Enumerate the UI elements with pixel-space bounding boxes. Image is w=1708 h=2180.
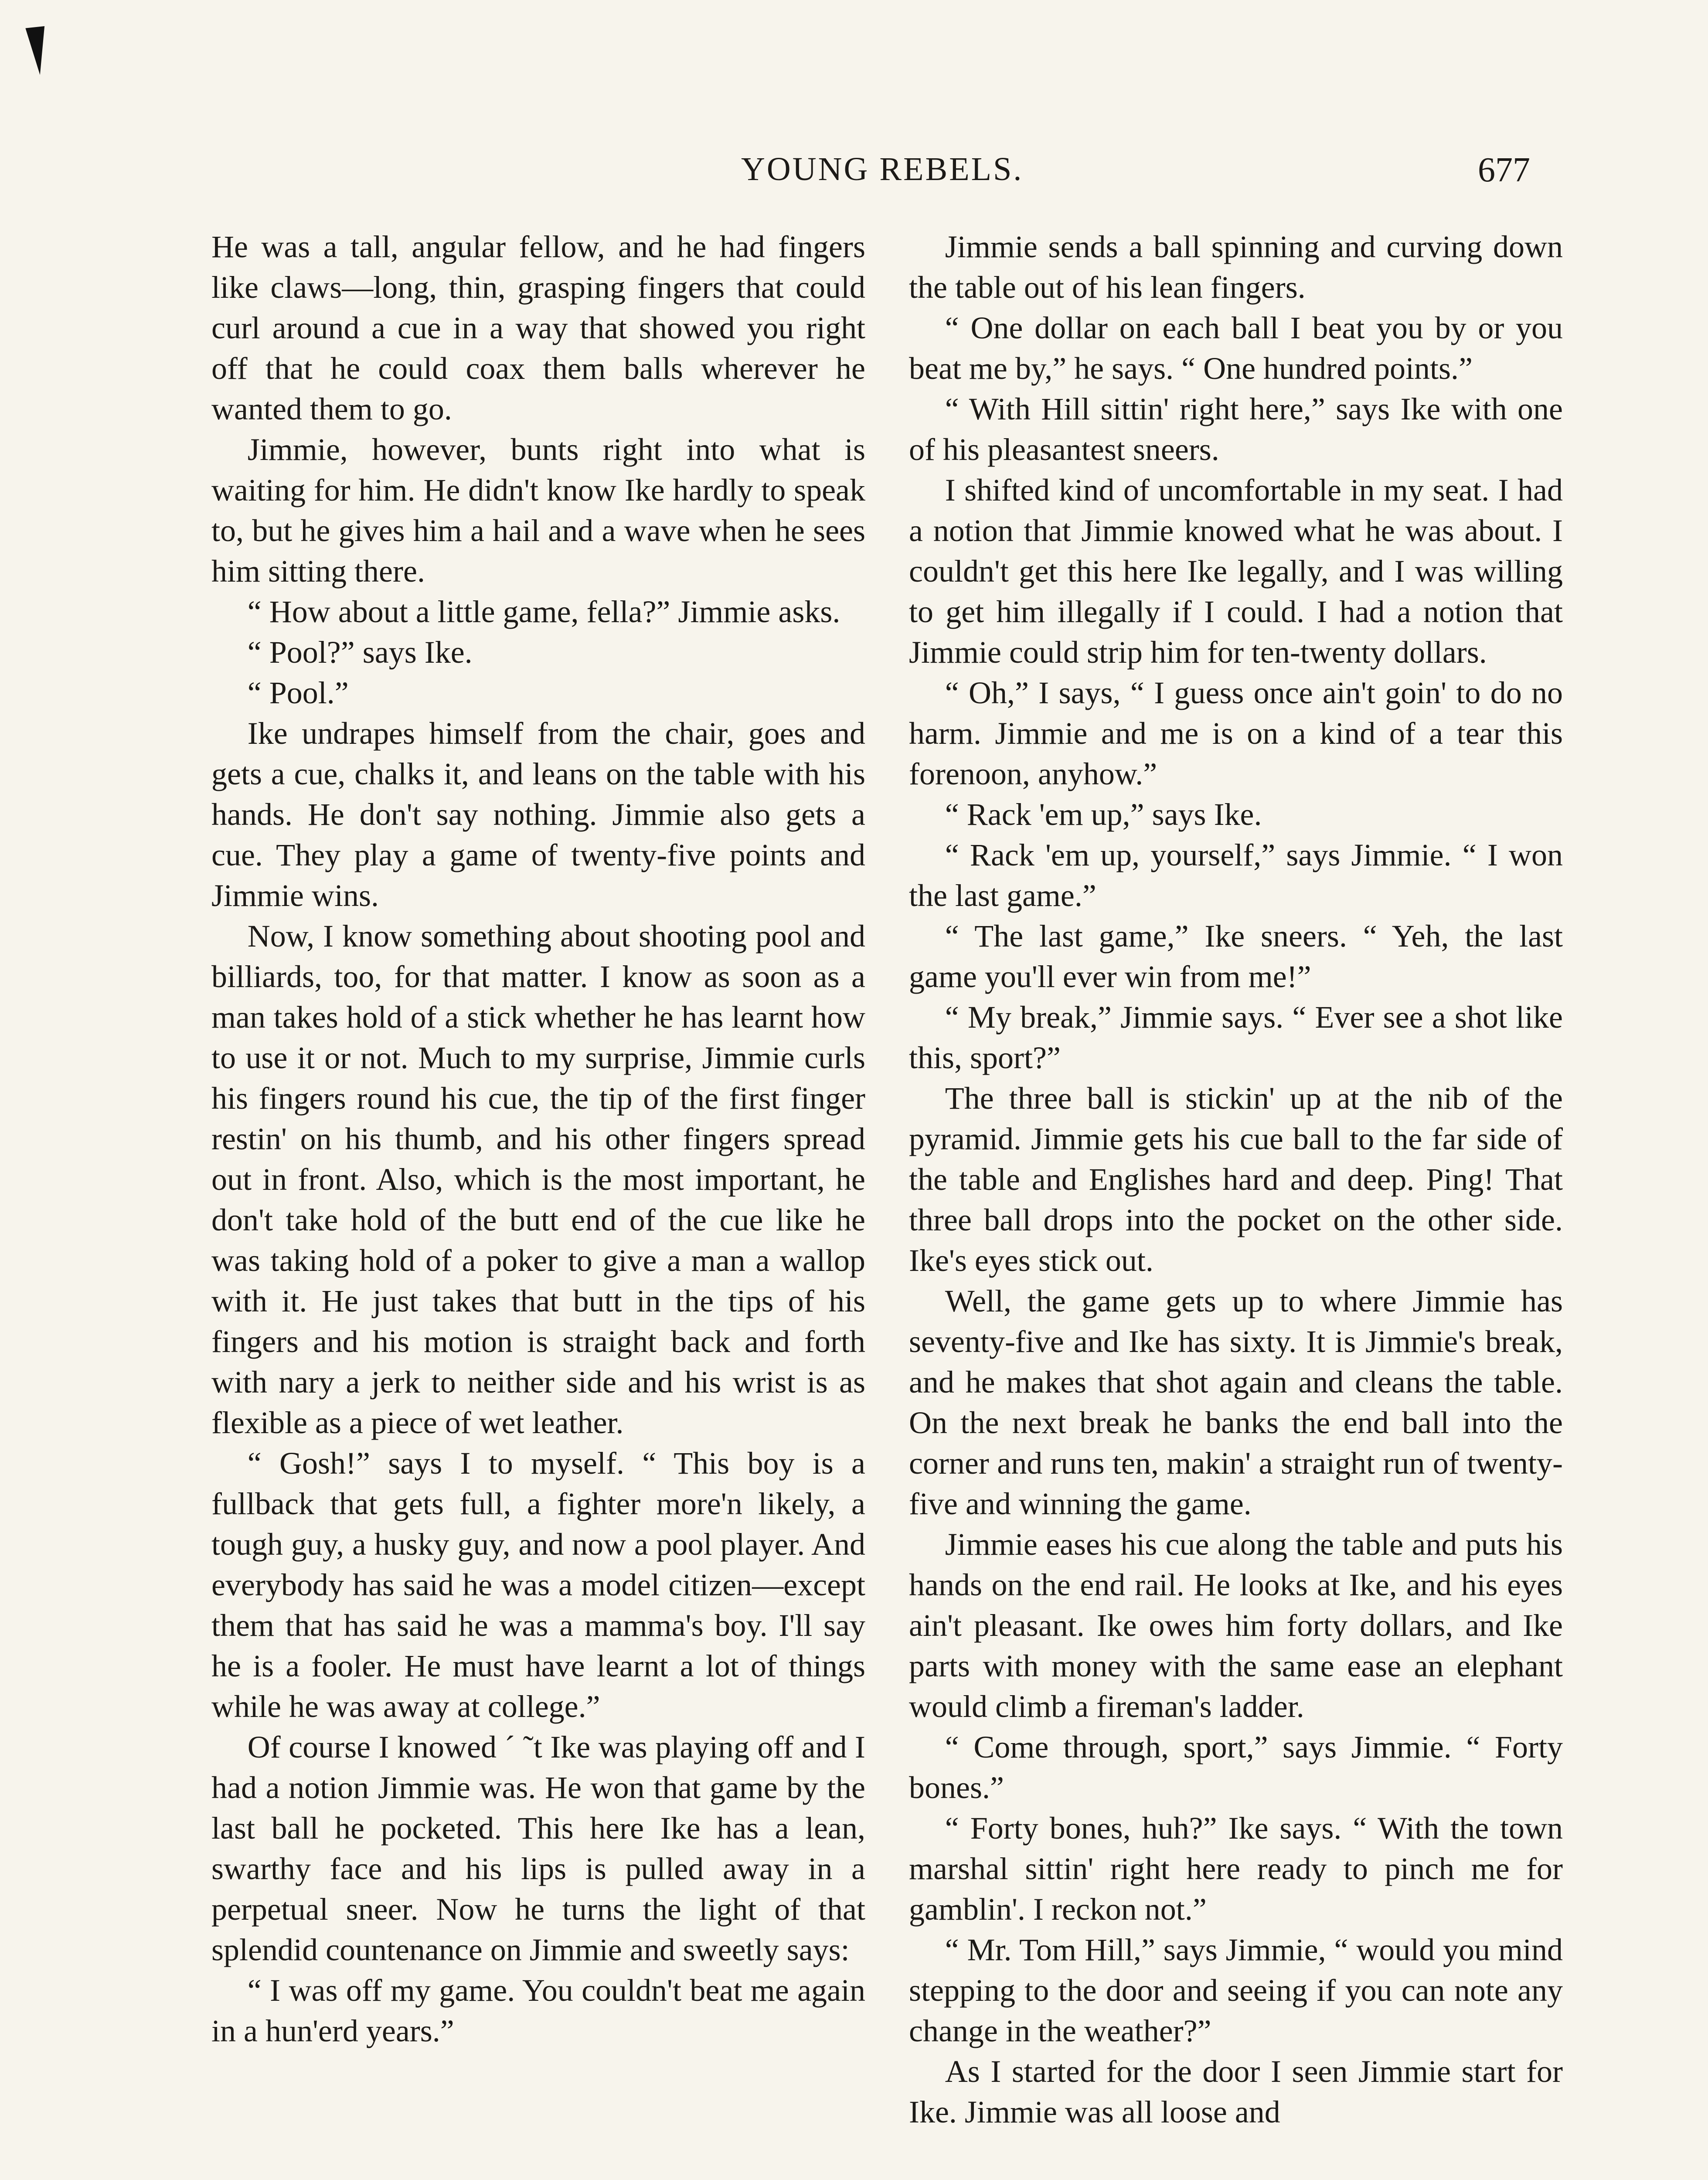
paragraph: “ With Hill sittin' right here,” says Ike with one of his pleasantest sneers. (909, 392, 1563, 467)
corner-ink-mark (25, 26, 49, 76)
paragraph: “ I was off my game. You couldn't beat me again in a hun'erd years.” (211, 1973, 865, 2048)
paragraph: “ Pool.” (247, 675, 349, 710)
paragraph: Well, the game gets up to where Jimmie has seventy-five and Ike has sixty. It is Jimmie's break, and he makes that shot again and cleans the table. On the next break he banks the end ball into the corner and runs ten, makin' a straight run of twenty-five and winning the game. (909, 1284, 1563, 1521)
paragraph: Now, I know something about shooting pool and billiards, too, for that matter. I know as soon as a man takes hold of a stick whether he has learnt how to use it or not. Much to my surprise, Jimmie curls his fingers round his cue, the tip of the first finger restin' on his thumb, and his other fingers spread out in front. Also, which is the most important, he don't take hold of the butt end of the cue like he was taking hold of a poker to give a man a wallop with it. He just takes that butt in the tips of his fingers and his motion is straight back and forth with nary a jerk to neither side and his wrist is as flexible as a piece of wet leather. (211, 919, 865, 1440)
paragraph: “ One dollar on each ball I beat you by or you beat me by,” he says. “ One hundred points.” (909, 310, 1563, 386)
paragraph: “ Pool?” says Ike. (247, 635, 473, 670)
paragraph: “ Forty bones, huh?” Ike says. “ With the town marshal sittin' right here ready to pinch me for gamblin'. I reckon not.” (909, 1811, 1563, 1927)
paragraph: “ My break,” Jimmie says. “ Ever see a shot like this, sport?” (909, 1000, 1563, 1075)
paragraph: “ Rack 'em up, yourself,” says Jimmie. “ I won the last game.” (909, 838, 1563, 913)
paragraph: He was a tall, angular fellow, and he had fingers like claws—long, thin, grasping fingers that could curl around a cue in a way that showed you right off that he could coax them balls wherever he wanted them to go. (211, 229, 865, 426)
left-column (211, 227, 865, 2051)
paragraph: The three ball is stickin' up at the nib of the pyramid. Jimmie gets his cue ball to the far side of the table and Englishes hard and deep. Ping! That three ball drops into the pocket on the other side. Ike's eyes stick out. (909, 1081, 1563, 1278)
paragraph: Jimmie, however, bunts right into what is waiting for him. He didn't know Ike hardly to speak to, but he gives him a hail and a wave when he sees him sitting there. (211, 432, 865, 589)
right-column (909, 227, 1563, 2132)
page-number: 677 (1478, 151, 1530, 189)
paragraph: “ How about a little game, fella?” Jimmie asks. (247, 594, 840, 629)
running-header: YOUNG REBELS. (741, 151, 1024, 187)
paragraph: “ Oh,” I says, “ I guess once ain't goin' to do no harm. Jimmie and me is on a kind of a tear this forenoon, anyhow.” (909, 675, 1563, 791)
paragraph: As I started for the door I seen Jimmie start for Ike. Jimmie was all loose and (909, 2054, 1563, 2129)
paragraph: Of course I knowed ´ ˜t Ike was playing off and I had a notion Jimmie was. He won that game by the last ball he pocketed. This here Ike has a lean, swarthy face and his lips is pulled away in a perpetual sneer. Now he turns the light of that splendid countenance on Jimmie and sweetly says: (211, 1730, 865, 1967)
paragraph: “ Mr. Tom Hill,” says Jimmie, “ would you mind stepping to the door and seeing if you can note any change in the weather?” (909, 1932, 1563, 2048)
paragraph: Jimmie sends a ball spinning and curving down the table out of his lean fingers. (909, 229, 1563, 305)
paragraph: “ Gosh!” says I to myself. “ This boy is a fullback that gets full, a fighter more'n likely, a tough guy, a husky guy, and now a pool player. And everybody has said he was a model citizen—except them that has said he was a mamma's boy. I'll say he is a fooler. He must have learnt a lot of things while he was away at college.” (211, 1446, 865, 1724)
paragraph: I shifted kind of uncomfortable in my seat. I had a notion that Jimmie knowed what he was about. I couldn't get this here Ike legally, and I was willing to get him illegally if I could. I had a notion that Jimmie could strip him for ten-twenty dollars. (909, 473, 1563, 670)
paragraph: “ Rack 'em up,” says Ike. (945, 797, 1262, 832)
paragraph: “ Come through, sport,” says Jimmie. “ Forty bones.” (909, 1730, 1563, 1805)
paragraph: Jimmie eases his cue along the table and puts his hands on the end rail. He looks at Ike, and his eyes ain't pleasant. Ike owes him forty dollars, and Ike parts with money with the same ease an elephant would climb a fireman's ladder. (909, 1527, 1563, 1724)
paragraph: Ike undrapes himself from the chair, goes and gets a cue, chalks it, and leans on the table with his hands. He don't say nothing. Jimmie also gets a cue. They play a game of twenty-five points and Jimmie wins. (211, 716, 865, 913)
paragraph: “ The last game,” Ike sneers. “ Yeh, the last game you'll ever win from me!” (909, 919, 1563, 994)
